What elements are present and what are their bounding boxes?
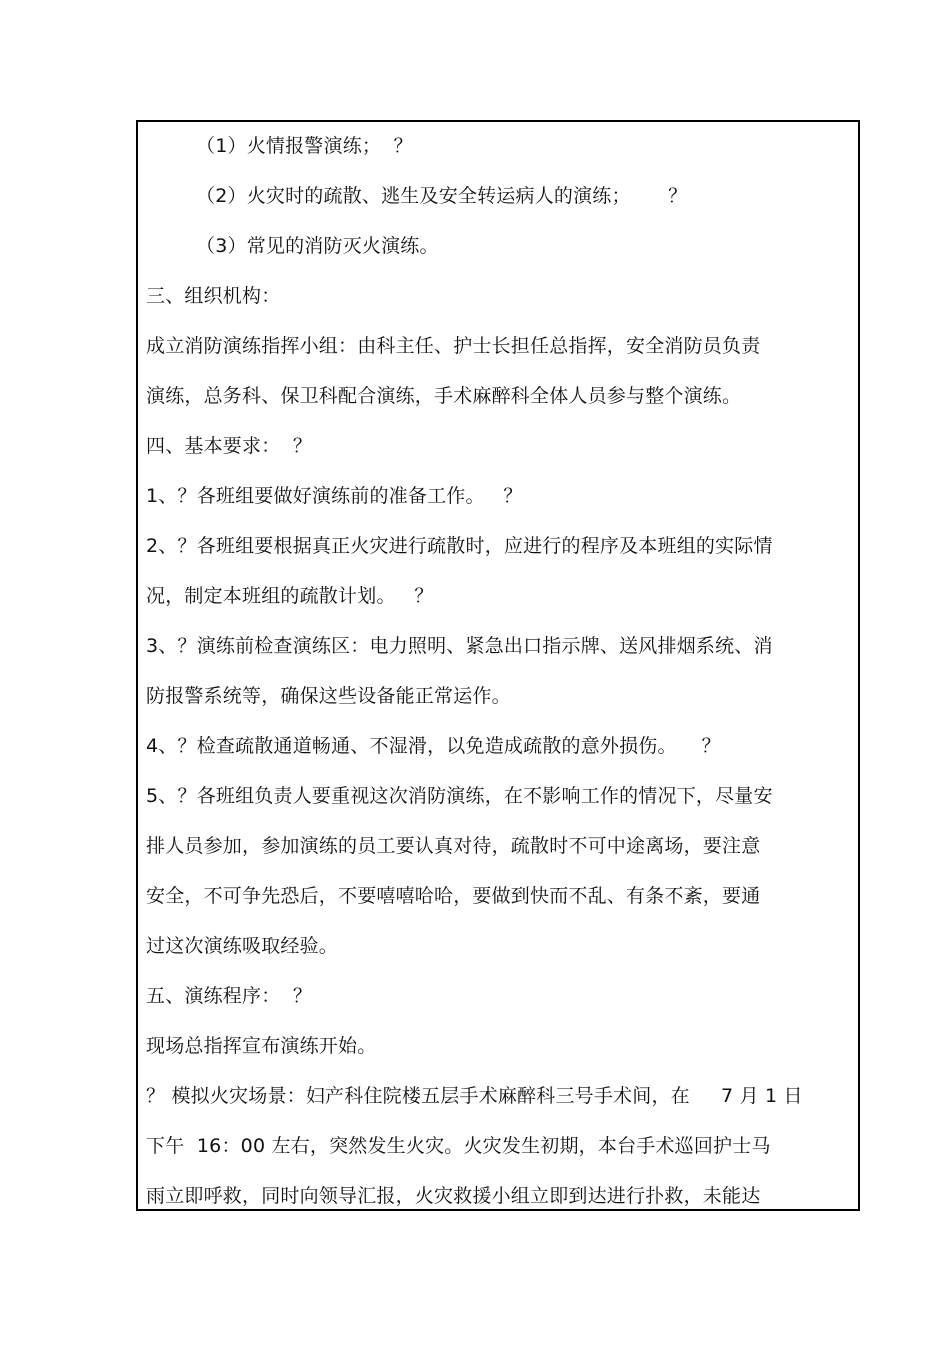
requirement-item-2: 2、？各班组要根据真正火灾进行疏散时，应进行的程序及本班组的实际情 [146, 535, 773, 557]
list-item-extinguish-drill: （3）常见的消防灭火演练。 [196, 235, 439, 257]
document-frame [136, 120, 860, 1211]
list-item-evacuation-drill: （2）火灾时的疏散、逃生及安全转运病人的演练； ？ [196, 185, 688, 207]
section-heading-requirements: 四、基本要求： ？ [146, 435, 313, 457]
scenario-paragraph-line: ？ 模拟火灾场景：妇产科住院楼五层手术麻醉科三号手术间，在 7 月 1 日 [146, 1085, 803, 1107]
paragraph-line: 防报警系统等，确保这些设备能正常运作。 [146, 685, 511, 707]
list-item-fire-alarm-drill: （1）火情报警演练； ？ [196, 135, 413, 157]
scenario-paragraph-line: 下午 16：00 左右，突然发生火灾。火灾发生初期，本台手术巡回护士马 [146, 1135, 771, 1157]
paragraph-line: 况，制定本班组的疏散计划。 ？ [146, 585, 434, 607]
paragraph-line: 排人员参加，参加演练的员工要认真对待，疏散时不可中途离场，要注意 [146, 835, 761, 857]
section-heading-procedure: 五、演练程序： ？ [146, 985, 313, 1007]
scenario-paragraph-line: 雨立即呼救，同时向领导汇报，火灾救援小组立即到达进行扑救，未能达 [146, 1185, 761, 1207]
paragraph-line: 成立消防演练指挥小组：由科主任、护士长担任总指挥，安全消防员负责 [146, 335, 761, 357]
requirement-item-1: 1、？各班组要做好演练前的准备工作。 ？ [146, 485, 523, 507]
paragraph-line: 现场总指挥宣布演练开始。 [146, 1035, 377, 1057]
section-heading-organization: 三、组织机构： [146, 285, 281, 307]
paragraph-line: 安全，不可争先恐后，不要嘻嘻哈哈，要做到快而不乱、有条不紊，要通 [146, 885, 761, 907]
requirement-item-3: 3、？演练前检查演练区：电力照明、紧急出口指示牌、送风排烟系统、消 [146, 635, 773, 657]
requirement-item-5: 5、？各班组负责人要重视这次消防演练，在不影响工作的情况下，尽量安 [146, 785, 773, 807]
paragraph-line: 过这次演练吸取经验。 [146, 935, 339, 957]
requirement-item-4: 4、？检查疏散通道畅通、不湿滑，以免造成疏散的意外损伤。 ？ [146, 735, 721, 757]
paragraph-line: 演练，总务科、保卫科配合演练，手术麻醉科全体人员参与整个演练。 [146, 385, 742, 407]
